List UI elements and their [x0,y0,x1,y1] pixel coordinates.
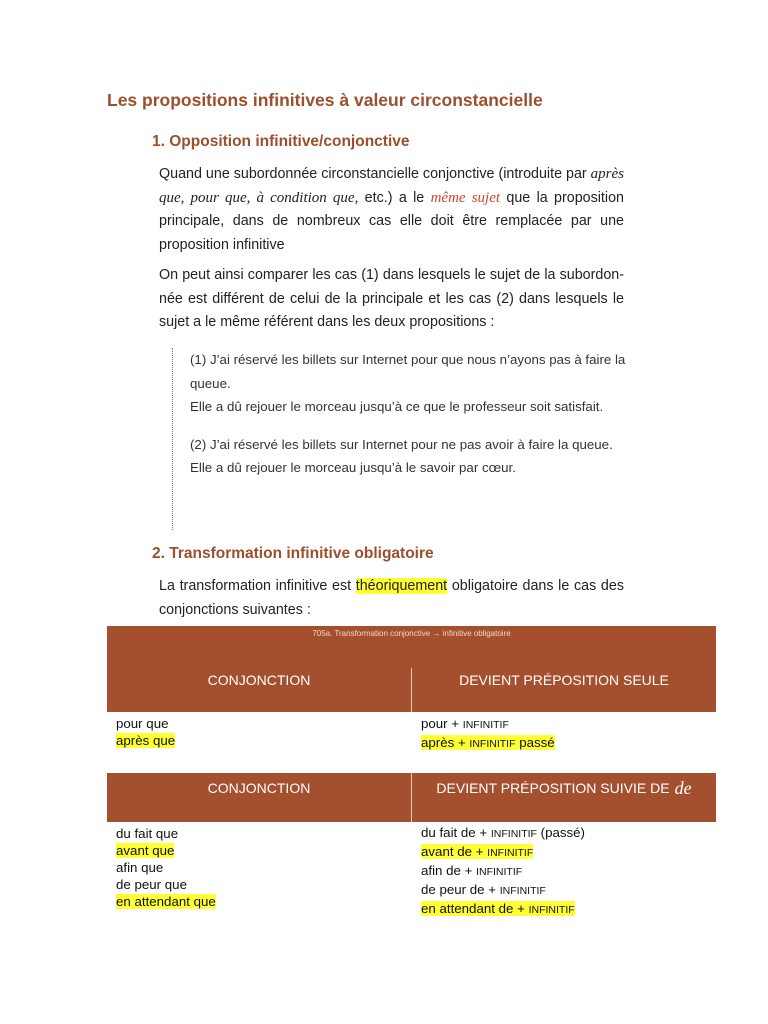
same-subject-term: même sujet [430,189,501,206]
section-1-paragraph-2: On peut ainsi comparer les cas (1) dans lesquels le sujet de la subordon-née est différent de celui de la principale et les cas (2) dans lesquels le sujet a le même référent dans les deux propositions : [159,267,624,330]
column-header-preposition-suivie-de: DEVIENT PRÉPOSITION SUIVIE DE de [436,777,692,798]
example-1a: (1) J’ai réservé les billets sur Internet pour que nous n’ayons pas à faire la queue. [190,352,626,391]
example-2b: Elle a dû rejouer le morceau jusqu’à le savoir par cœur. [190,460,516,475]
table-2-header [107,773,716,822]
highlight-theoriquement: théoriquement [355,578,448,594]
section-1-heading: 1. Opposition infinitive/conjonctive [152,133,410,150]
column-header-preposition-seule: DEVIENT PRÉPOSITION SEULE [459,672,669,688]
table-1-right-column [421,715,555,753]
conjunction-examples: après que, pour que, à condition que, [159,166,624,206]
table-row-preposition: afin de + INFINITIF [421,863,523,878]
table-row-conjunction: après que [116,733,176,748]
table-row-preposition: du fait de + INFINITIF (passé) [421,825,585,840]
table-caption: 705a. Transformation conjonctive → infinitive obligatoire [312,629,511,638]
section-1-paragraph-1: Quand une subordonnée circonstancielle conjonctive (introduite par après que, pour que, à condition que, etc.) a le même sujet que la proposition principale, dans de nombreux cas elle doit être remplacée par une proposition infinitive [159,166,624,253]
table-1-header [107,626,716,712]
example-2a: (2) J’ai réservé les billets sur Internet pour ne pas avoir à faire la queue. [190,436,613,452]
table-row-conjunction: de peur que [116,877,187,892]
table-row-preposition: en attendant de + INFINITIF [421,901,575,916]
table-row-preposition: de peur de + INFINITIF [421,882,546,897]
table-row-preposition: après + INFINITIF passé [421,735,555,750]
table-row-conjunction: pour que [116,716,169,731]
table-row-conjunction: afin que [116,860,164,875]
table-row-preposition: avant de + INFINITIF [421,844,534,859]
section-2-paragraph-1: La transformation infinitive est théoriquement obligatoire dans le cas des conjonctions suivantes : [159,578,624,618]
examples-block [172,348,630,530]
column-header-conjonction: CONJONCTION [207,672,311,688]
table-row-preposition: pour + INFINITIF [421,716,509,731]
page-title: Les propositions infinitives à valeur circonstancielle [107,90,543,110]
section-2-heading: 2. Transformation infinitive obligatoire [152,545,434,562]
table-row-conjunction: avant que [116,843,175,858]
column-header-conjonction: CONJONCTION [207,780,311,796]
table-2-right-column [421,824,585,919]
table-2-left-column [116,825,216,910]
table-row-conjunction: du fait que [116,826,179,841]
table-row-conjunction: en attendant que [116,894,216,909]
example-1b: Elle a dû rejouer le morceau jusqu’à ce que le professeur soit satisfait. [190,399,604,414]
table-1-left-column [116,715,175,749]
